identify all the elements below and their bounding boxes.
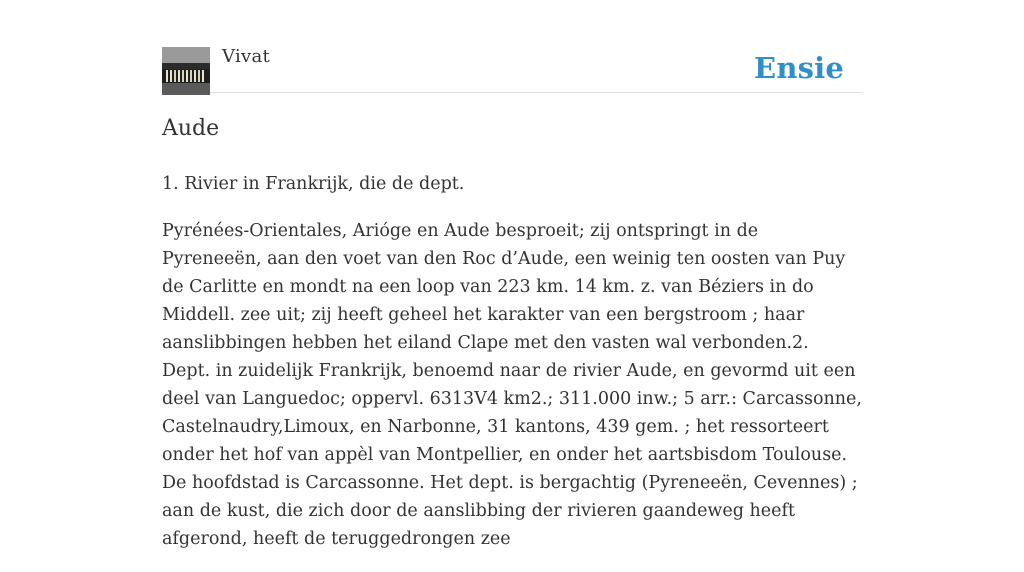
brand-logo[interactable]: Ensie: [754, 51, 844, 85]
entry-paragraph: 1. Rivier in Frankrijk, die de dept.: [162, 174, 465, 194]
entry-content: [162, 170, 862, 572]
book-spines-avatar-icon[interactable]: [162, 47, 210, 95]
header: [162, 46, 862, 93]
entry-title: Aude: [162, 116, 220, 141]
entry-paragraph: Pyrénées-Orientales, Arióge en Aude besproeit; zij ontspringt in de Pyreneeën, aan den voet van den Roc d’Aude, een weinig ten oosten van Puy de Carlitte en mondt na een loop van 223 km. 14 km. z. van Béziers in do Middell. zee uit; zij heeft geheel het karakter van een bergstroom ; haar aanslibbingen hebben het eiland Clape met den vasten wal verbonden.2. Dept. in zuidelijk Frankrijk, benoemd naar de rivier Aude, en gevormd uit een deel van Languedoc; oppervl. 6313V4 km2.; 311.000 inw.; 5 arr.: Carcassonne, Castelnaudry,Limoux, en Narbonne, 31 kantons, 439 gem. ; het ressorteert onder het hof van appèl van Montpellier, en onder het aartsbisdom Toulouse. De hoofdstad is Carcassonne. Het dept. is bergachtig (Pyreneeën, Cevennes) ; aan de kust, die zich door de aanslibbing der rivieren gaandeweg heeft afgerond, heeft de teruggedrongen zee: [162, 221, 862, 549]
source-name[interactable]: Vivat: [222, 46, 271, 67]
